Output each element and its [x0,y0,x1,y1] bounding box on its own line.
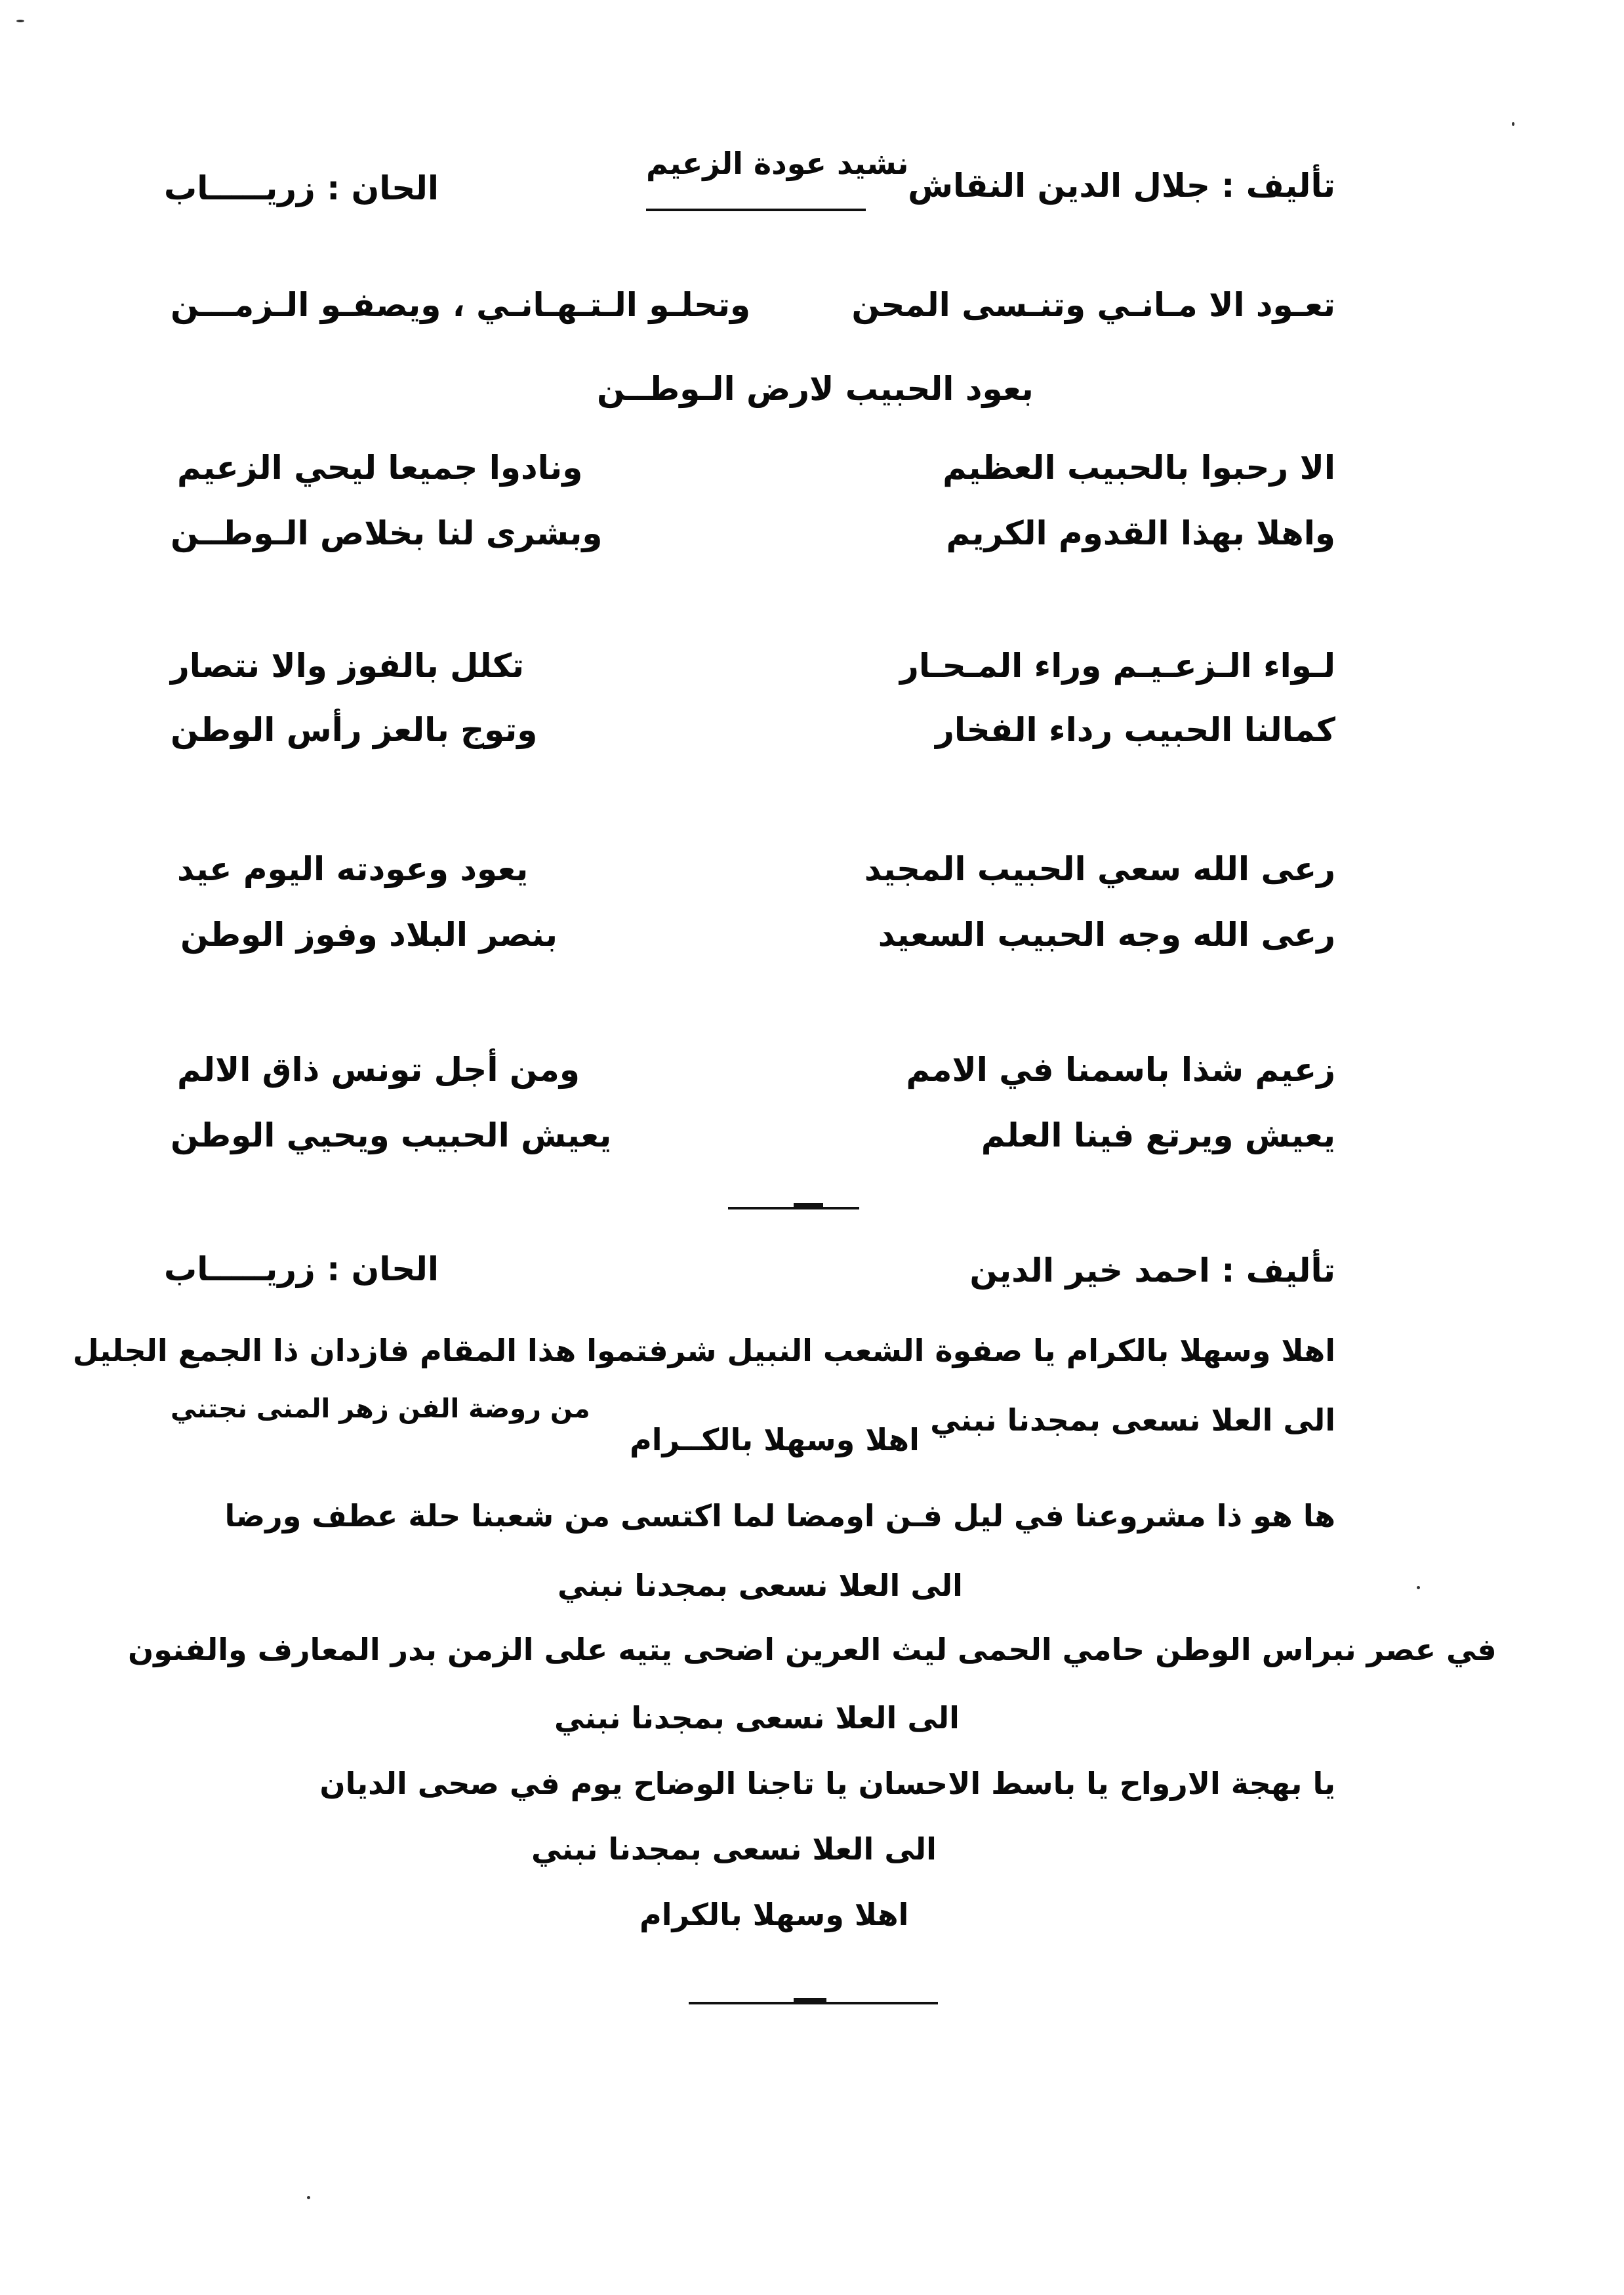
stanza2-line1-right: لـواء الـزعـيـم وراء المـحـار [900,647,1335,685]
stanza1-line1-left: ونادوا جميعا ليحي الزعيم [177,449,583,487]
end-separator-mark [794,1998,826,2003]
song1-opening-left: وتحلـو الـتـهـانـي ، ويصفـو الـزمـــن [171,286,751,324]
scan-speck [307,2196,310,2199]
scan-speck [16,20,24,22]
song1-opening-right: تعـود الا مـانـي وتنـسى المحن [851,286,1335,324]
song1-refrain: بعود الحبيب لارض الـوطــن [597,370,1034,408]
song2-melody: الحان : زريـــــاب [164,1250,439,1288]
song2-line-3: ها هو ذا مشروعنا في ليل فـن اومضا لما اكتسى من شعبنا حلة عطف ورضا [224,1498,1335,1533]
scan-speck [1512,122,1514,126]
song2-author: تأليف : احمد خير الدين [969,1251,1335,1290]
stanza2-line1-left: تكلل بالفوز والا نتصار [171,647,525,685]
stanza3-line1-right: رعى الله سعي الحبيب المجيد [864,850,1335,888]
song2-refrain-3: الى العلا نسعى بمجدنا نبني [531,1831,937,1867]
stanza3-line2-right: رعى الله وجه الحبيب السعيد [878,916,1335,954]
stanza2-line2-left: وتوج بالعز رأس الوطن [171,711,538,749]
stanza3-line2-left: بنصر البلاد وفوز الوطن [180,916,558,954]
song2-chorus-right: الى العلا نسعى بمجدنا نبني [930,1402,1335,1438]
stanza1-line1-right: الا رحبوا بالحبيب العظيم [943,449,1335,487]
song2-line-5: في عصر نبراس الوطن حامي الحمى ليث العرين اضحى يتيه على الزمن بدر المعارف والفنون [128,1632,1497,1667]
stanza4-line2-right: يعيش ويرتع فينا العلم [981,1116,1335,1154]
song1-melody: الحان : زريـــــاب [164,169,439,207]
song2-refrain-1: الى العلا نسعى بمجدنا نبني [558,1568,963,1603]
stanza4-line1-right: زعيم شذا باسمنا في الامم [906,1051,1335,1089]
song1-title-underline [646,209,866,211]
song2-closing: اهلا وسهلا بالكرام [639,1897,909,1932]
song2-line-1: اهلا وسهلا بالكرام يا صفوة الشعب النبيل شرفتموا هذا المقام فازدان ذا الجمع الجليل [72,1333,1335,1368]
stanza1-line2-right: واهلا بهذا القدوم الكريم [946,514,1335,552]
song2-chorus-left: من روضة الفن زهر المنى نجتني [171,1394,590,1424]
stanza4-line2-left: يعيش الحبيب ويحيي الوطن [171,1116,612,1154]
stanza2-line2-right: كمالنا الحبيب رداء الفخار [935,711,1335,749]
stanza1-line2-left: وبشرى لنا بخلاص الـوطــن [171,514,603,552]
song2-refrain-2: الى العلا نسعى بمجدنا نبني [554,1700,960,1736]
stanza4-line1-left: ومن أجل تونس ذاق الالم [177,1051,580,1089]
song1-author: تأليف : جلال الدين النقاش [908,167,1335,205]
section-separator-mark [794,1203,823,1208]
song1-title: نشيد عودة الزعيم [646,146,909,181]
song2-line-7: يا بهجة الارواح يا باسط الاحسان يا تاجنا الوضاح يوم في صحى الديان [319,1766,1335,1801]
song2-chorus-mid: اهلا وسهلا بالكــرام [630,1422,920,1457]
scan-speck [1417,1586,1420,1589]
stanza3-line1-left: يعود وعودته اليوم عيد [177,850,529,888]
